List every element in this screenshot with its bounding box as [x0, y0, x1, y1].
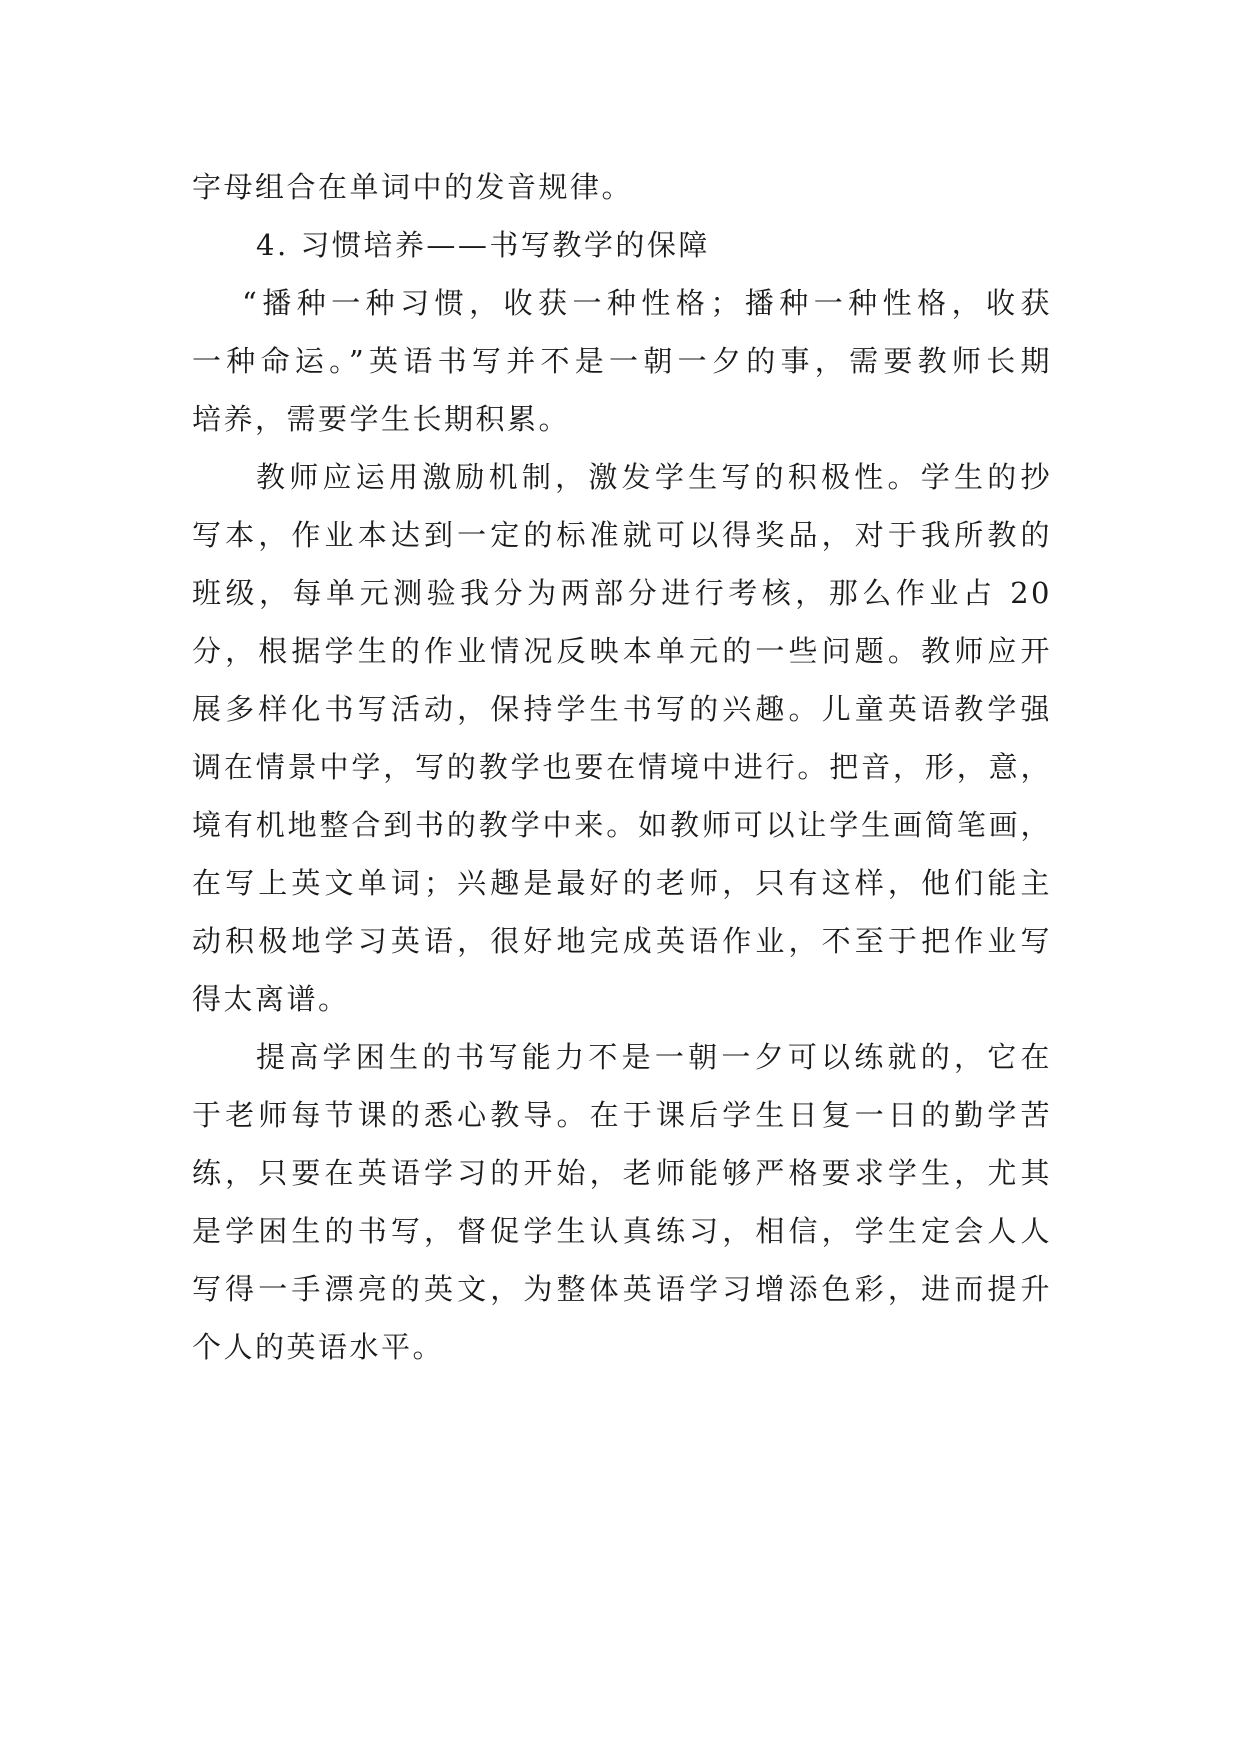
paragraph-line: 一种命运。”英语书写并不是一朝一夕的事，需要教师长期: [192, 344, 1052, 378]
lead-fragment: 字母组合在单词中的发音规律。: [192, 170, 634, 204]
paragraph-line: 提高学困生的书写能力不是一朝一夕可以练就的，它在: [256, 1040, 1052, 1074]
paragraph-line: 分，根据学生的作业情况反映本单元的一些问题。教师应开: [192, 634, 1052, 668]
paragraph-habit-quote: [192, 274, 1052, 448]
paragraph-line: “播种一种习惯，收获一种性格；播种一种性格，收获: [242, 286, 1052, 320]
paragraph-line: 个人的英语水平。: [192, 1330, 445, 1364]
paragraph-line: 调在情景中学，写的教学也要在情境中进行。把音，形，意，: [192, 750, 1052, 784]
paragraph-line: 是学困生的书写，督促学生认真练习，相信，学生定会人人: [192, 1214, 1052, 1248]
paragraph-line: 境有机地整合到书的教学中来。如教师可以让学生画简笔画，: [192, 808, 1052, 842]
paragraph-line: 写得一手漂亮的英文，为整体英语学习增添色彩，进而提升: [192, 1272, 1052, 1306]
paragraph-struggling-students: [192, 1028, 1052, 1376]
paragraph-line: 在写上英文单词；兴趣是最好的老师，只有这样，他们能主: [192, 866, 1052, 900]
paragraph-line: 得太离谱。: [192, 982, 350, 1016]
paragraph-line: 展多样化书写活动，保持学生书写的兴趣。儿童英语教学强: [192, 692, 1052, 726]
section-heading: 4. 习惯培养——书写教学的保障: [256, 228, 710, 262]
paragraph-line: 练，只要在英语学习的开始，老师能够严格要求学生，尤其: [192, 1156, 1052, 1190]
paragraph-line: 动积极地学习英语，很好地完成英语作业，不至于把作业写: [192, 924, 1052, 958]
paragraph-line: 写本，作业本达到一定的标准就可以得奖品，对于我所教的: [192, 518, 1052, 552]
paragraph-line: 培养，需要学生长期积累。: [192, 402, 571, 436]
paragraph-line: 教师应运用激励机制，激发学生写的积极性。学生的抄: [256, 460, 1052, 494]
body-text: [192, 158, 1052, 1376]
paragraph-incentives: [192, 448, 1052, 1028]
paragraph-line: 班级，每单元测验我分为两部分进行考核，那么作业占 20: [192, 576, 1052, 610]
paragraph-line: 于老师每节课的悉心教导。在于课后学生日复一日的勤学苦: [192, 1098, 1052, 1132]
